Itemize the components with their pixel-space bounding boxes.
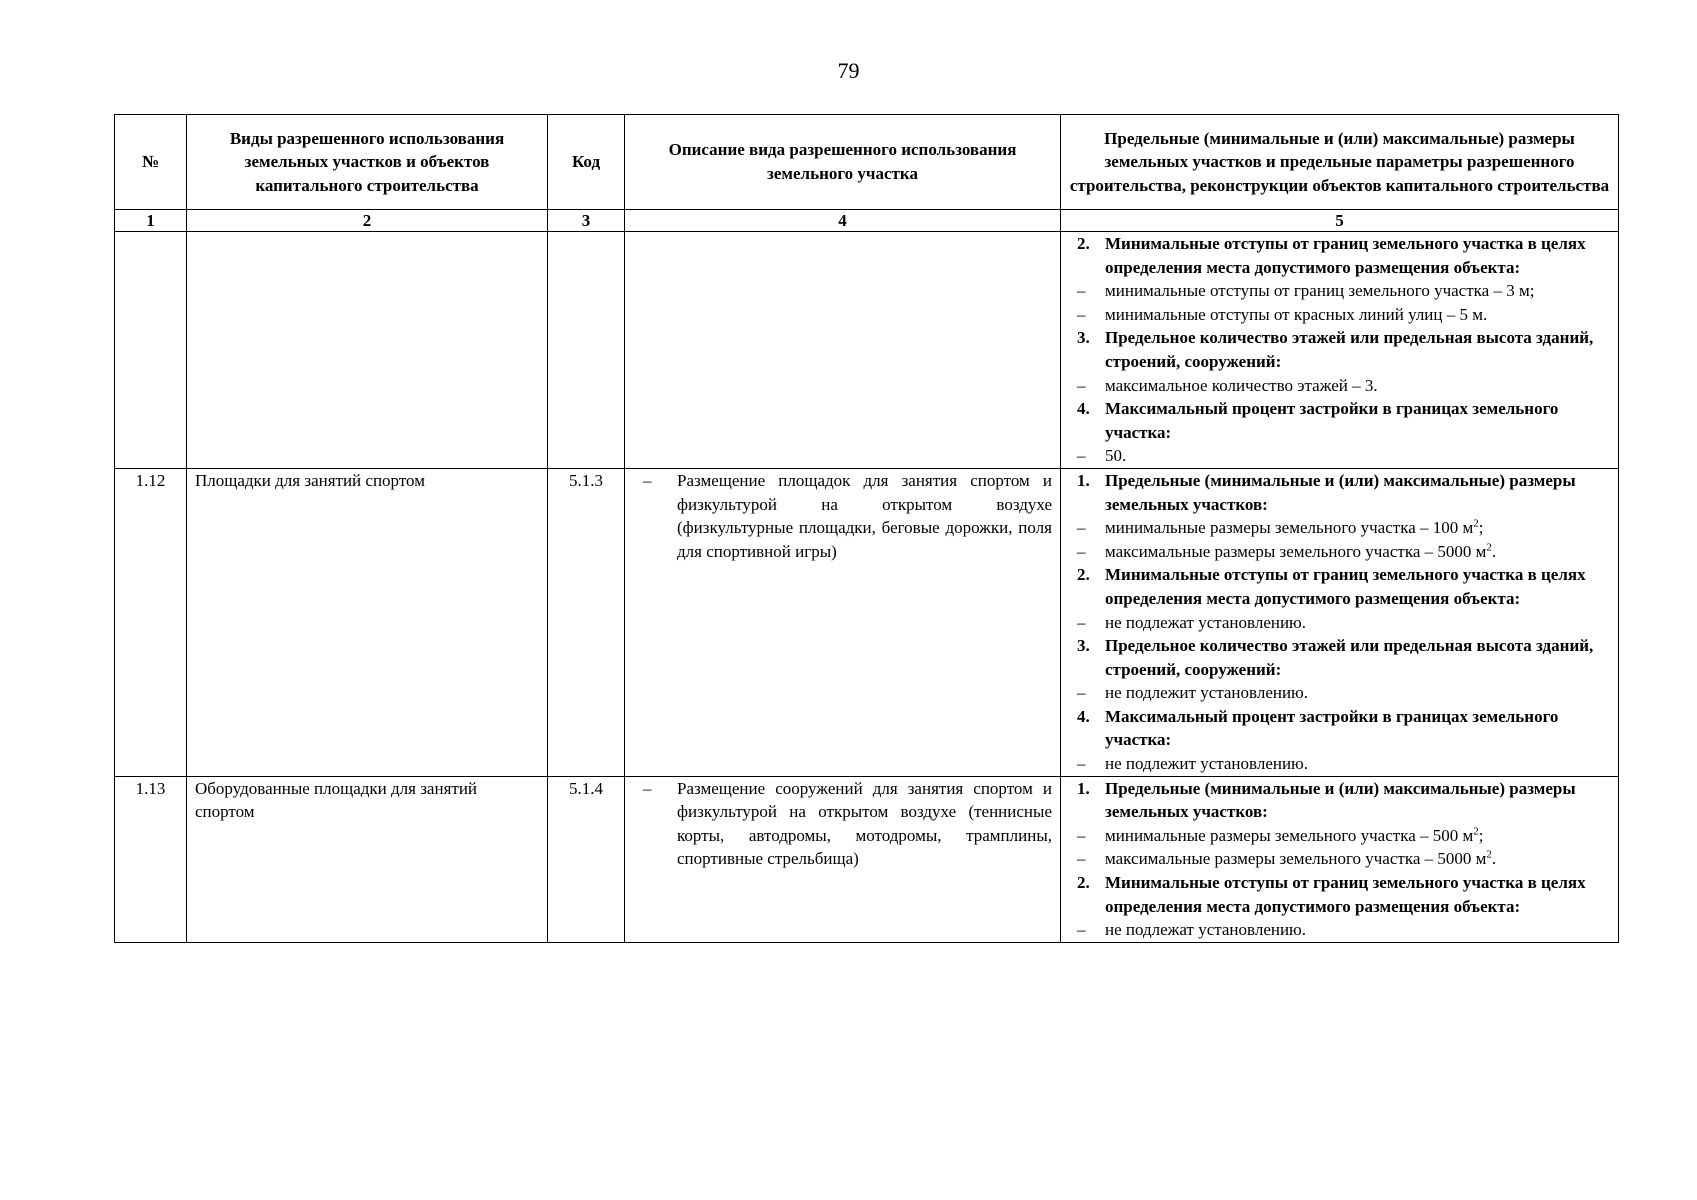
dash-bullet: –	[643, 778, 652, 798]
parameter-heading	[1069, 469, 1610, 516]
parameter-item	[1069, 374, 1610, 398]
parameter-text: не подлежат установлению.	[1105, 612, 1307, 632]
parameter-text: Предельные (минимальные и (или) максимальные) размеры земельных участков:	[1105, 470, 1576, 514]
page-number: 79	[837, 58, 860, 83]
land-use-table	[114, 114, 1619, 943]
column-number: 2	[187, 210, 548, 232]
cell-empty	[625, 232, 1061, 469]
parameter-text: не подлежит установлению.	[1105, 683, 1309, 703]
column-number: 4	[625, 210, 1061, 232]
parameter-text: минимальные размеры земельного участка – 500 $м^2$;	[1105, 825, 1484, 845]
parameter-heading	[1069, 705, 1610, 752]
description-item	[633, 777, 1052, 871]
parameter-text: 50.	[1105, 446, 1127, 466]
parameter-heading	[1069, 871, 1610, 918]
use-code: 5.1.3	[548, 468, 625, 776]
column-number: 5	[1061, 210, 1619, 232]
parameter-text: Минимальные отступы от границ земельного участка в целях определения места допустимого размещения объекта:	[1105, 873, 1586, 916]
parameter-text: Предельное количество этажей или предельная высота зданий, строений, сооружений:	[1105, 328, 1594, 371]
parameter-heading	[1069, 563, 1610, 610]
parameters-cell	[1061, 468, 1619, 776]
parameter-number: 2.	[1077, 565, 1090, 585]
description-cell	[625, 468, 1061, 776]
header-parameters: Предельные (минимальные и (или) максимальные) размеры земельных участков и предельные параметры разрешенного строительства, реконструкции объектов капитального строительства	[1061, 115, 1619, 210]
description-cell	[625, 776, 1061, 942]
header-code: Код	[548, 115, 625, 210]
dash-bullet: –	[1077, 446, 1086, 466]
parameter-item	[1069, 847, 1610, 871]
superscript: 2	[1486, 848, 1492, 861]
parameters-cell	[1061, 232, 1619, 469]
dash-bullet: –	[1077, 375, 1086, 395]
parameter-item	[1069, 444, 1610, 468]
parameter-heading	[1069, 326, 1610, 373]
superscript: 2	[1486, 541, 1492, 554]
parameter-item	[1069, 303, 1610, 327]
parameter-item	[1069, 279, 1610, 303]
parameter-text: максимальные размеры земельного участка – 5000 $м^2$.	[1105, 848, 1497, 869]
parameter-number: 3.	[1077, 636, 1090, 656]
use-type-name: Площадки для занятий спортом	[187, 468, 548, 776]
parameter-item	[1069, 611, 1610, 635]
parameter-text: минимальные отступы от границ земельного участка – 3 м;	[1105, 281, 1535, 301]
use-code: 5.1.4	[548, 776, 625, 942]
parameter-text: минимальные размеры земельного участка – 100 $м^2$;	[1105, 517, 1484, 538]
dash-bullet: –	[643, 470, 652, 490]
parameter-text: Максимальный процент застройки в границах земельного участка:	[1105, 706, 1559, 750]
table-row	[115, 776, 1619, 942]
parameter-item	[1069, 540, 1610, 564]
table-row	[115, 468, 1619, 776]
parameter-heading	[1069, 232, 1610, 279]
dash-bullet: –	[1077, 849, 1086, 869]
column-number: 3	[548, 210, 625, 232]
parameter-number: 4.	[1077, 399, 1090, 419]
cell-empty	[187, 232, 548, 469]
parameter-number: 3.	[1077, 328, 1090, 348]
parameters-cell	[1061, 776, 1619, 942]
column-number-row	[115, 210, 1619, 232]
parameter-list	[1069, 777, 1610, 942]
parameter-text: не подлежит установлению.	[1105, 754, 1309, 774]
dash-bullet: –	[1077, 683, 1086, 703]
parameter-number: 4.	[1077, 706, 1090, 726]
dash-bullet: –	[1077, 754, 1086, 774]
parameter-text: максимальное количество этажей – 3.	[1105, 375, 1378, 395]
parameter-heading	[1069, 777, 1610, 824]
superscript: 2	[1473, 517, 1479, 530]
cell-empty	[115, 232, 187, 469]
parameter-text: не подлежат установлению.	[1105, 920, 1307, 940]
parameter-text: Минимальные отступы от границ земельного участка в целях определения места допустимого размещения объекта:	[1105, 565, 1586, 608]
dash-bullet: –	[1077, 612, 1086, 632]
dash-bullet: –	[1077, 825, 1086, 845]
description-item	[633, 469, 1052, 563]
row-number: 1.12	[115, 468, 187, 776]
parameter-text: Предельное количество этажей или предельная высота зданий, строений, сооружений:	[1105, 636, 1594, 679]
superscript: 2	[1473, 825, 1479, 838]
header-description: Описание вида разрешенного использования земельного участка	[625, 115, 1061, 210]
column-number: 1	[115, 210, 187, 232]
parameter-text: Максимальный процент застройки в границах земельного участка:	[1105, 399, 1559, 442]
parameter-item	[1069, 681, 1610, 705]
header-use-type: Виды разрешенного использования земельных участков и объектов капитального строительства	[187, 115, 548, 210]
use-type-name: Оборудованные площадки для занятий спортом	[187, 776, 548, 942]
parameter-item	[1069, 918, 1610, 942]
parameter-text: Минимальные отступы от границ земельного участка в целях определения места допустимого размещения объекта:	[1105, 234, 1586, 277]
dash-bullet: –	[1077, 281, 1086, 301]
parameter-list	[1069, 469, 1610, 776]
header-number: №	[115, 115, 187, 210]
header-row	[115, 115, 1619, 210]
parameter-heading	[1069, 397, 1610, 444]
dash-bullet: –	[1077, 518, 1086, 538]
parameter-text: Предельные (минимальные и (или) максимальные) размеры земельных участков:	[1105, 778, 1576, 822]
parameter-item	[1069, 824, 1610, 848]
dash-bullet: –	[1077, 920, 1086, 940]
parameter-number: 2.	[1077, 873, 1090, 893]
parameter-heading	[1069, 634, 1610, 681]
parameter-list	[1069, 232, 1610, 468]
parameter-number: 1.	[1077, 470, 1090, 490]
parameter-number: 1.	[1077, 778, 1090, 798]
row-number: 1.13	[115, 776, 187, 942]
dash-bullet: –	[1077, 304, 1086, 324]
parameter-item	[1069, 752, 1610, 776]
description-text: Размещение сооружений для занятия спортом и физкультурой на открытом воздухе (теннисные корты, автодромы, мотодромы, трамплины, спортивные стрельбища)	[677, 778, 1052, 869]
parameter-number: 2.	[1077, 234, 1090, 253]
parameter-text: минимальные отступы от красных линий улиц – 5 м.	[1105, 304, 1488, 324]
cell-empty	[548, 232, 625, 469]
parameter-text: максимальные размеры земельного участка – 5000 $м^2$.	[1105, 541, 1497, 561]
parameter-item	[1069, 516, 1610, 540]
description-text: Размещение площадок для занятия спортом и физкультурой на открытом воздухе (физкультурные площадки, беговые дорожки, поля для спортивной игры)	[677, 470, 1052, 561]
dash-bullet: –	[1077, 541, 1086, 561]
table-row-continuation	[115, 232, 1619, 469]
